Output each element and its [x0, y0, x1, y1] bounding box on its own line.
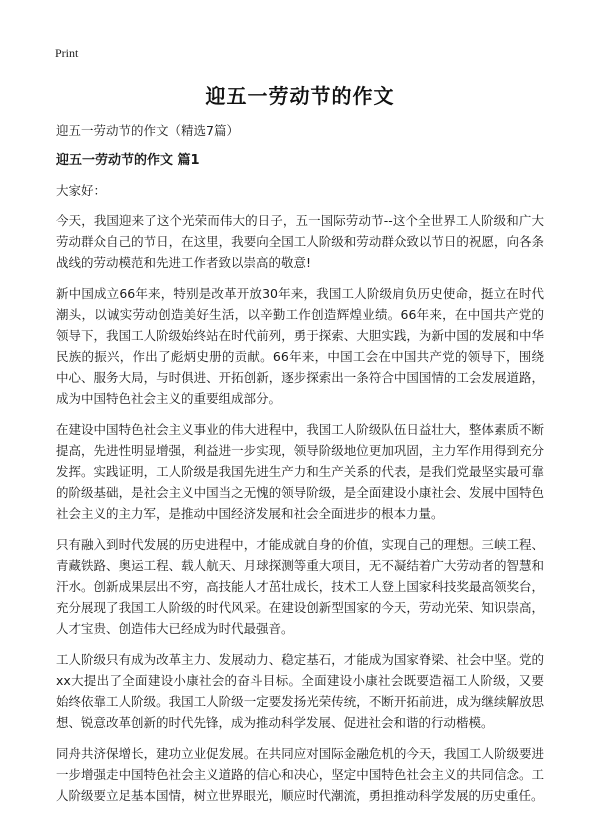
print-link[interactable]: Print — [55, 46, 79, 60]
paragraph: 同舟共济保增长，建功立业促发展。在共同应对国际金融危机的今天，我国工人阶级要进一步增强走中国特色社会主义道路的信心和决心，坚定中国特色社会主义的共同信念。工人阶级要立足基本国情，树立世界眼光，顺应时代潮流，勇担推动科学发展的历史重任。 — [56, 746, 544, 803]
greeting: 大家好： — [56, 183, 107, 198]
document-body — [56, 120, 544, 816]
paragraph: 工人阶级只有成为改革主力、发展动力、稳定基石，才能成为国家脊梁、社会中坚。党的xx大提出了全面建设小康社会的奋斗目标。全面建设小康社会既要造福工人阶级，又要始终依靠工人阶级。我国工人阶级一定要发扬光荣传统，不断开拓前进，成为继续解放思想、锐意改革创新的时代先锋，成为推动科学发展、促进社会和谐的行动楷模。 — [56, 652, 544, 730]
paragraph: 只有融入到时代发展的历史进程中，才能成就自身的价值，实现自己的理想。三峡工程、青藏铁路、奥运工程、载人航天、月球探测等重大项目，无不凝结着广大劳动者的智慧和汗水。创新成果层出不穷，高技能人才茁壮成长，技术工人登上国家科技奖最高领奖台，充分展现了我国工人阶级的时代风采。在建设创新型国家的今天，劳动光荣、知识崇高，人才宝贵、创造伟大已经成为时代最强音。 — [56, 537, 544, 636]
document-title: 迎五一劳动节的作文 — [205, 84, 395, 108]
paragraph: 新中国成立66年来，特别是改革开放30年来，我国工人阶级肩负历史使命，挺立在时代潮头，以诚实劳动创造美好生活，以辛勤工作创造辉煌业绩。66年来，在中国共产党的领导下，我国工人阶级始终站在时代前列，勇于探索、大胆实践，为新中国的发展和中华民族的振兴，作出了彪炳史册的贡献。66年来，中国工会在中国共产党的领导下，围绕中心、服务大局，与时俱进、开拓创新，逐步探索出一条符合中国国情的工会发展道路，成为中国特色社会主义的重要组成部分。 — [56, 286, 544, 406]
section-heading: 迎五一劳动节的作文 篇1 — [56, 153, 200, 168]
paragraph: 在建设中国特色社会主义事业的伟大进程中，我国工人阶级队伍日益壮大，整体素质不断提高，先进性明显增强，利益进一步实现，领导阶级地位更加巩固，主力军作用得到充分发挥。实践证明，工人阶级是我国先进生产力和生产关系的代表，是我们党最坚实最可靠的阶级基础，是社会主义中国当之无愧的领导阶级，是全面建设小康社会、发展中国特色社会主义的主力军，是推动中国经济发展和社会全面进步的根本力量。 — [56, 422, 544, 521]
paragraph: 今天，我国迎来了这个光荣而伟大的日子，五一国际劳动节--这个全世界工人阶级和广大劳动群众自己的节日，在这里，我要向全国工人阶级和劳动群众致以节日的祝愿，向各条战线的劳动模范和先进工作者致以崇高的敬意! — [56, 213, 544, 270]
document-subtitle: 迎五一劳动节的作文（精选7篇） — [56, 123, 239, 138]
